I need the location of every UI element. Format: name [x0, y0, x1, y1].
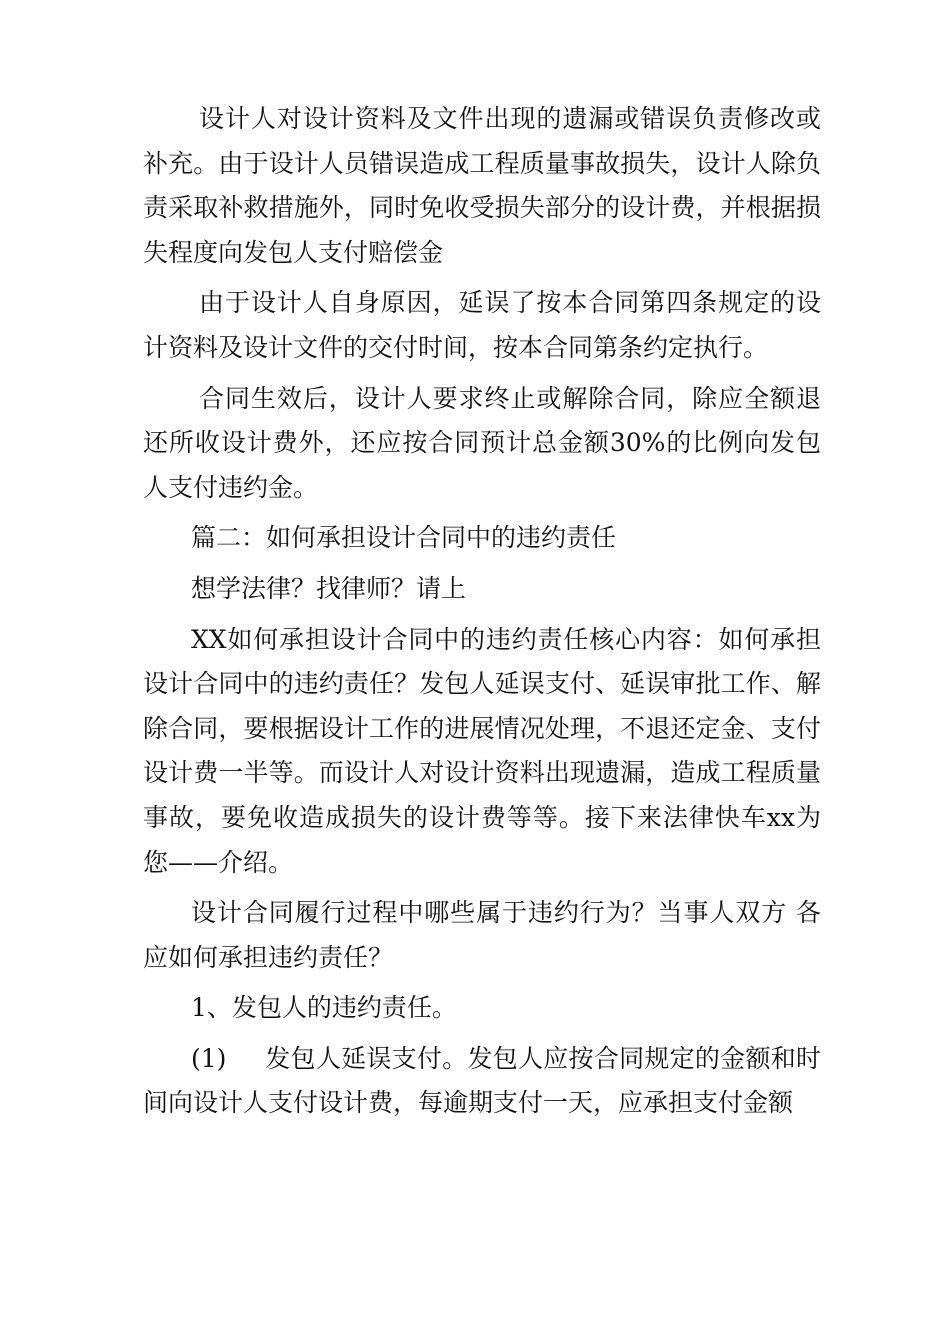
paragraph-termination: 合同生效后，设计人要求终止或解除合同，除应全额退还所收设计费外，还应按合同预计总金额30%的比例向发包人支付违约金。	[143, 383, 821, 502]
list-item-number: (1)	[191, 1043, 227, 1073]
list-item-1	[143, 1037, 821, 1126]
document-body	[143, 97, 821, 1126]
list-item-text: 发包人延误支付。发包人应按合同规定的金额和时间向设计人支付设计费，每逾期支付一天，应承担支付金额	[143, 1043, 821, 1118]
paragraph-design-errors: 设计人对设计资料及文件出现的遗漏或错误负责修改或补充。由于设计人员错误造成工程质量事故损失，设计人除负责采取补救措施外，同时免收受损失部分的设计费，并根据损失程度向发包人支付赔偿金	[143, 104, 821, 267]
paragraph-lawyer: 想学法律？找律师？请上	[191, 573, 467, 603]
section-heading: 篇二：如何承担设计合同中的违约责任	[191, 523, 617, 553]
paragraph-question: 设计合同履行过程中哪些属于违约行为？当事人双方 各应如何承担违约责任？	[143, 898, 821, 972]
paragraph-delay: 由于设计人自身原因，延误了按本合同第四条规定的设计资料及设计文件的交付时间，按本合同第条约定执行。	[143, 288, 821, 362]
list-heading: 1、发包人的违约责任。	[191, 993, 457, 1023]
paragraph-core-content: XX如何承担设计合同中的违约责任核心内容：如何承担设计合同中的违约责任？发包人延误支付、延误审批工作、解除合同，要根据设计工作的进展情况处理，不退还定金、支付设计费一半等。而设计人对设计资料出现遗漏，造成工程质量事故，要免收造成损失的设计费等等。接下来法律快车xx为您——介绍。	[143, 624, 821, 877]
